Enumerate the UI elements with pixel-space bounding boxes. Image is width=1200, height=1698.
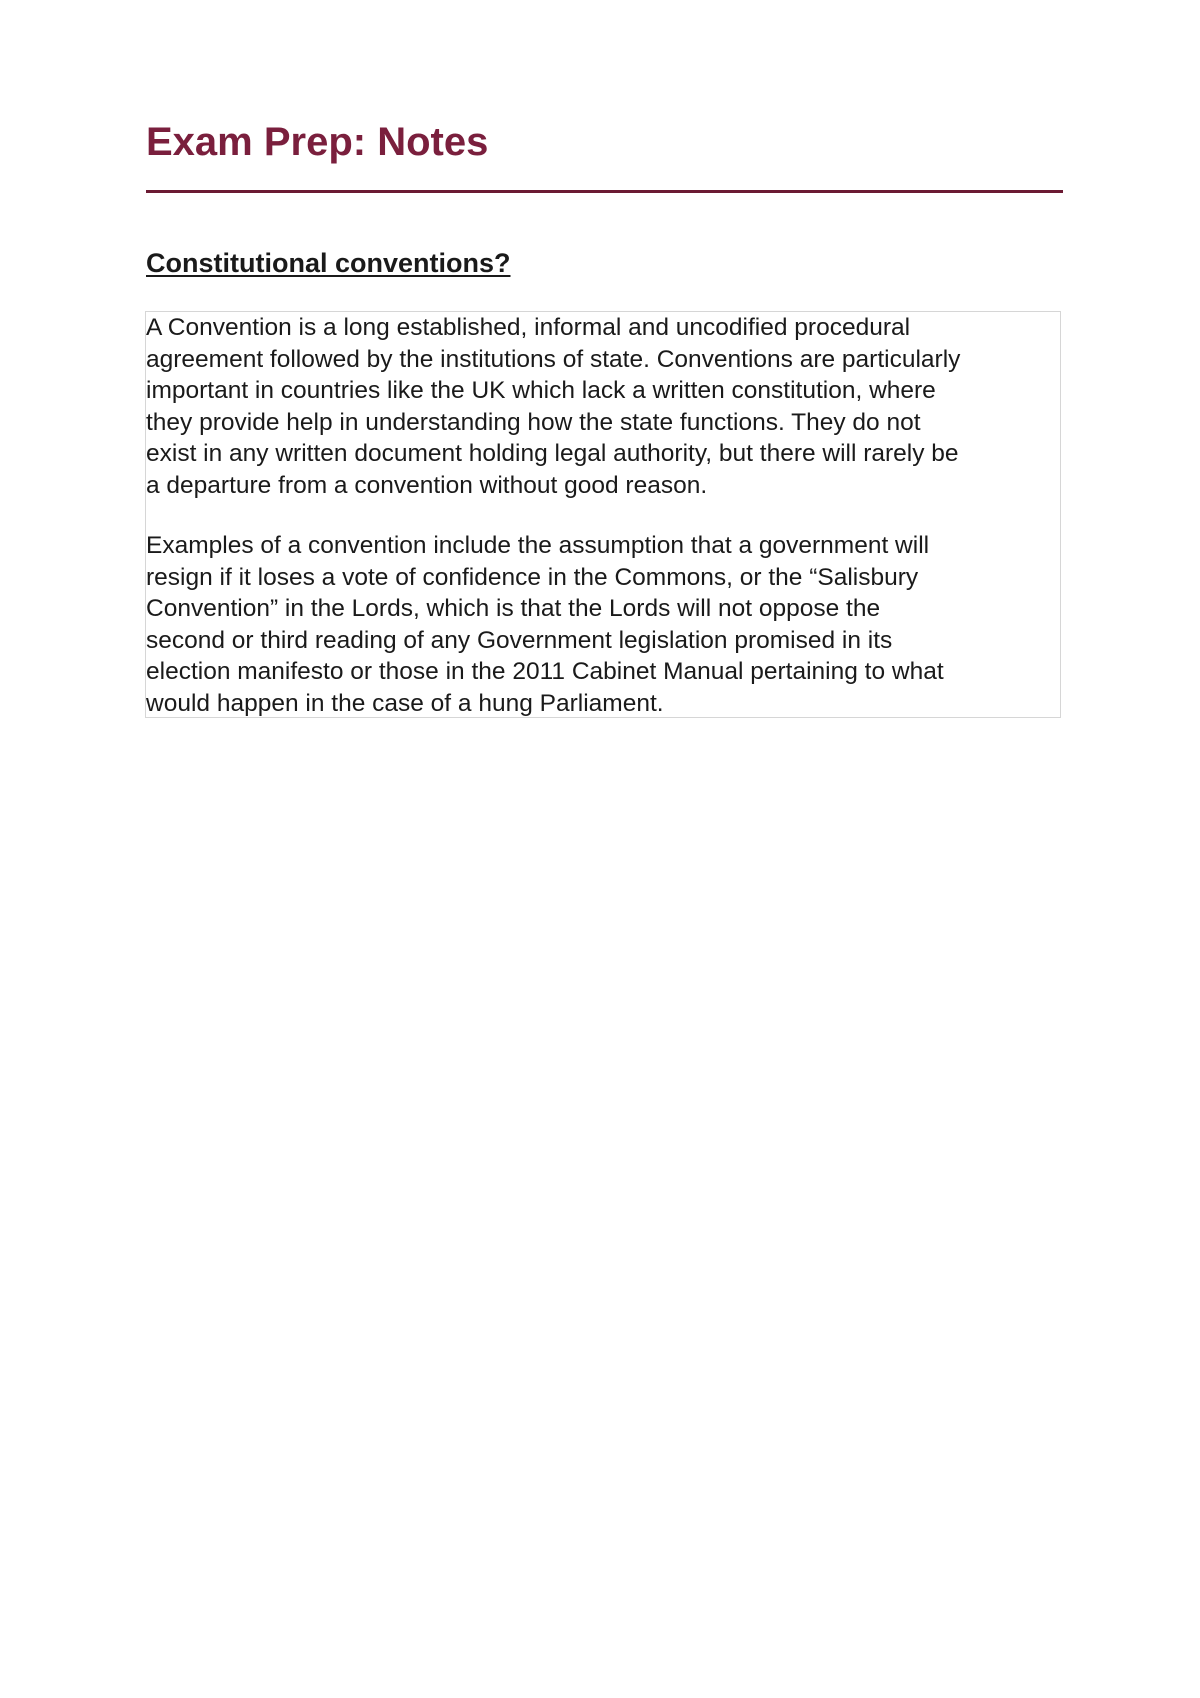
paragraph-examples <box>146 530 1066 720</box>
text-line: A Convention is a long established, informal and uncodified procedural <box>146 314 911 341</box>
text-line: resign if it loses a vote of confidence in the Commons, or the “Salisbury <box>146 563 919 591</box>
text-line: Convention” in the Lords, which is that the Lords will not oppose the <box>146 595 881 623</box>
section-heading: Constitutional conventions? <box>146 248 511 278</box>
text-line: important in countries like the UK which lack a written constitution, where <box>146 377 936 405</box>
page-title: Exam Prep: Notes <box>146 120 489 164</box>
text-line: Examples of a convention include the assumption that a government will <box>146 532 930 559</box>
title-divider <box>146 190 1063 193</box>
text-line: agreement followed by the institutions of state. Conventions are particularly <box>146 345 961 373</box>
text-line: a departure from a convention without good reason. <box>146 471 708 499</box>
text-line: election manifesto or those in the 2011 Cabinet Manual pertaining to what <box>146 658 944 686</box>
text-line: they provide help in understanding how the state functions. They do not <box>146 408 921 436</box>
paragraph-definition <box>146 312 1066 502</box>
text-line: would happen in the case of a hung Parliament. <box>146 689 664 717</box>
text-line: exist in any written document holding legal authority, but there will rarely be <box>146 440 959 468</box>
text-line: second or third reading of any Government legislation promised in its <box>146 626 893 654</box>
